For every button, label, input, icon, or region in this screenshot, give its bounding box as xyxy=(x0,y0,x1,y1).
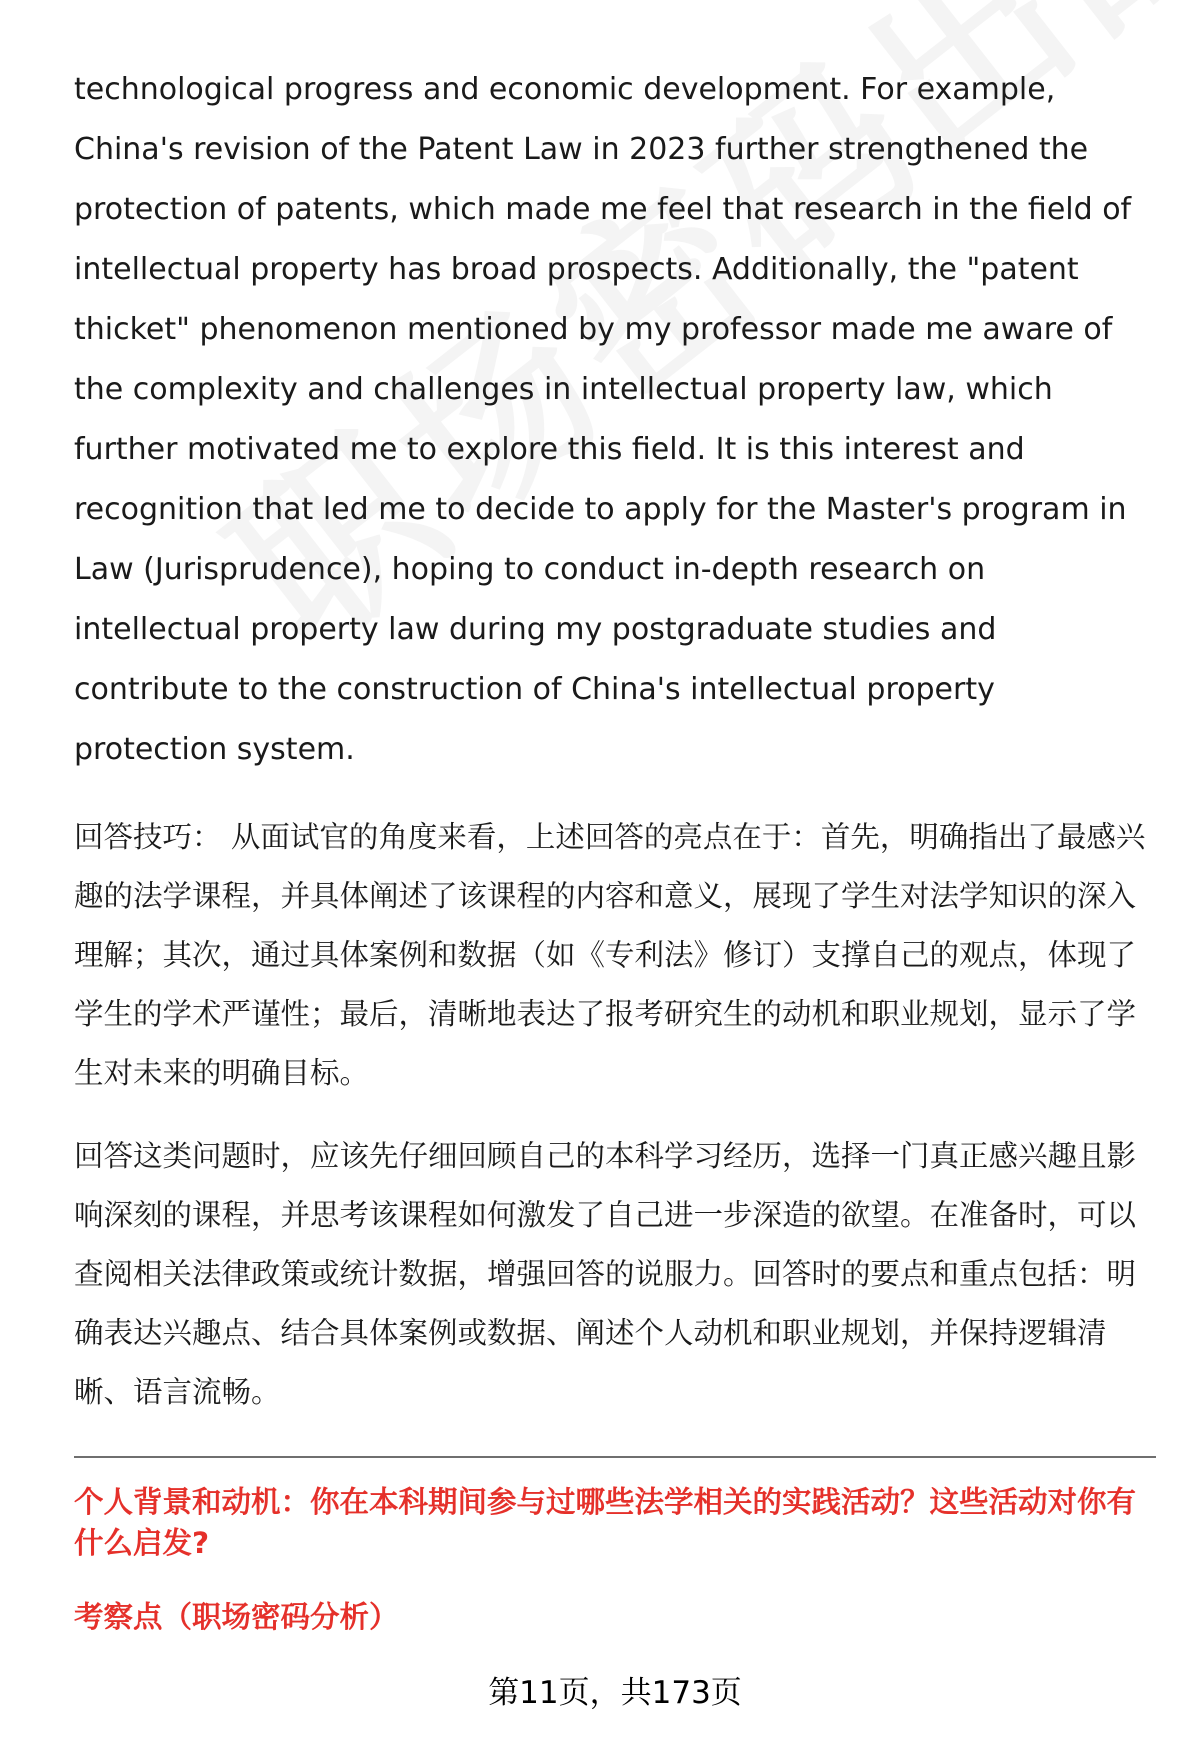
question-heading: 个人背景和动机：你在本科期间参与过哪些法学相关的实践活动？这些活动对你有什么启发? xyxy=(74,1485,1137,1560)
page-number: 第11页，共173页 xyxy=(488,1675,742,1711)
analysis-section-heading: 考察点（职场密码分析） xyxy=(74,1600,399,1634)
section-divider xyxy=(74,1456,1156,1458)
english-paragraph: technological progress and economic development. For example, China's revision of the Patent Law in 2023 further strengthened the protection of patents, which made me feel that research in the field of intellectual property has broad prospects. Additionally, the "patent thicket" phenomenon mentioned by my professor made me aware of the complexity and challenges in intellectual property law, which further motivated me to explore this field. It is this interest and recognition that led me to decide to apply for the Master's program in Law (Jurisprudence), hoping to conduct in-depth research on intellectual property law during my postgraduate studies and contribute to the construction of China's intellectual property protection system. xyxy=(74,72,1132,767)
answer-advice-paragraph: 回答这类问题时，应该先仔细回顾自己的本科学习经历，选择一门真正感兴趣且影响深刻的课程，并思考该课程如何激发了自己进一步深造的欲望。在准备时，可以查阅相关法律政策或统计数据，增强回答的说服力。回答时的要点和重点包括：明确表达兴趣点、结合具体案例或数据、阐述个人动机和职业规划，并保持逻辑清晰、语言流畅。 xyxy=(74,1139,1137,1409)
answer-tip-paragraph: 回答技巧： 从面试官的角度来看，上述回答的亮点在于：首先，明确指出了最感兴趣的法学课程，并具体阐述了该课程的内容和意义，展现了学生对法学知识的深入理解；其次，通过具体案例和数据（如《专利法》修订）支撑自己的观点，体现了学生的学术严谨性；最后，清晰地表达了报考研究生的动机和职业规划，显示了学生对未来的明确目标。 xyxy=(74,820,1146,1090)
document-page xyxy=(74,60,1156,1638)
